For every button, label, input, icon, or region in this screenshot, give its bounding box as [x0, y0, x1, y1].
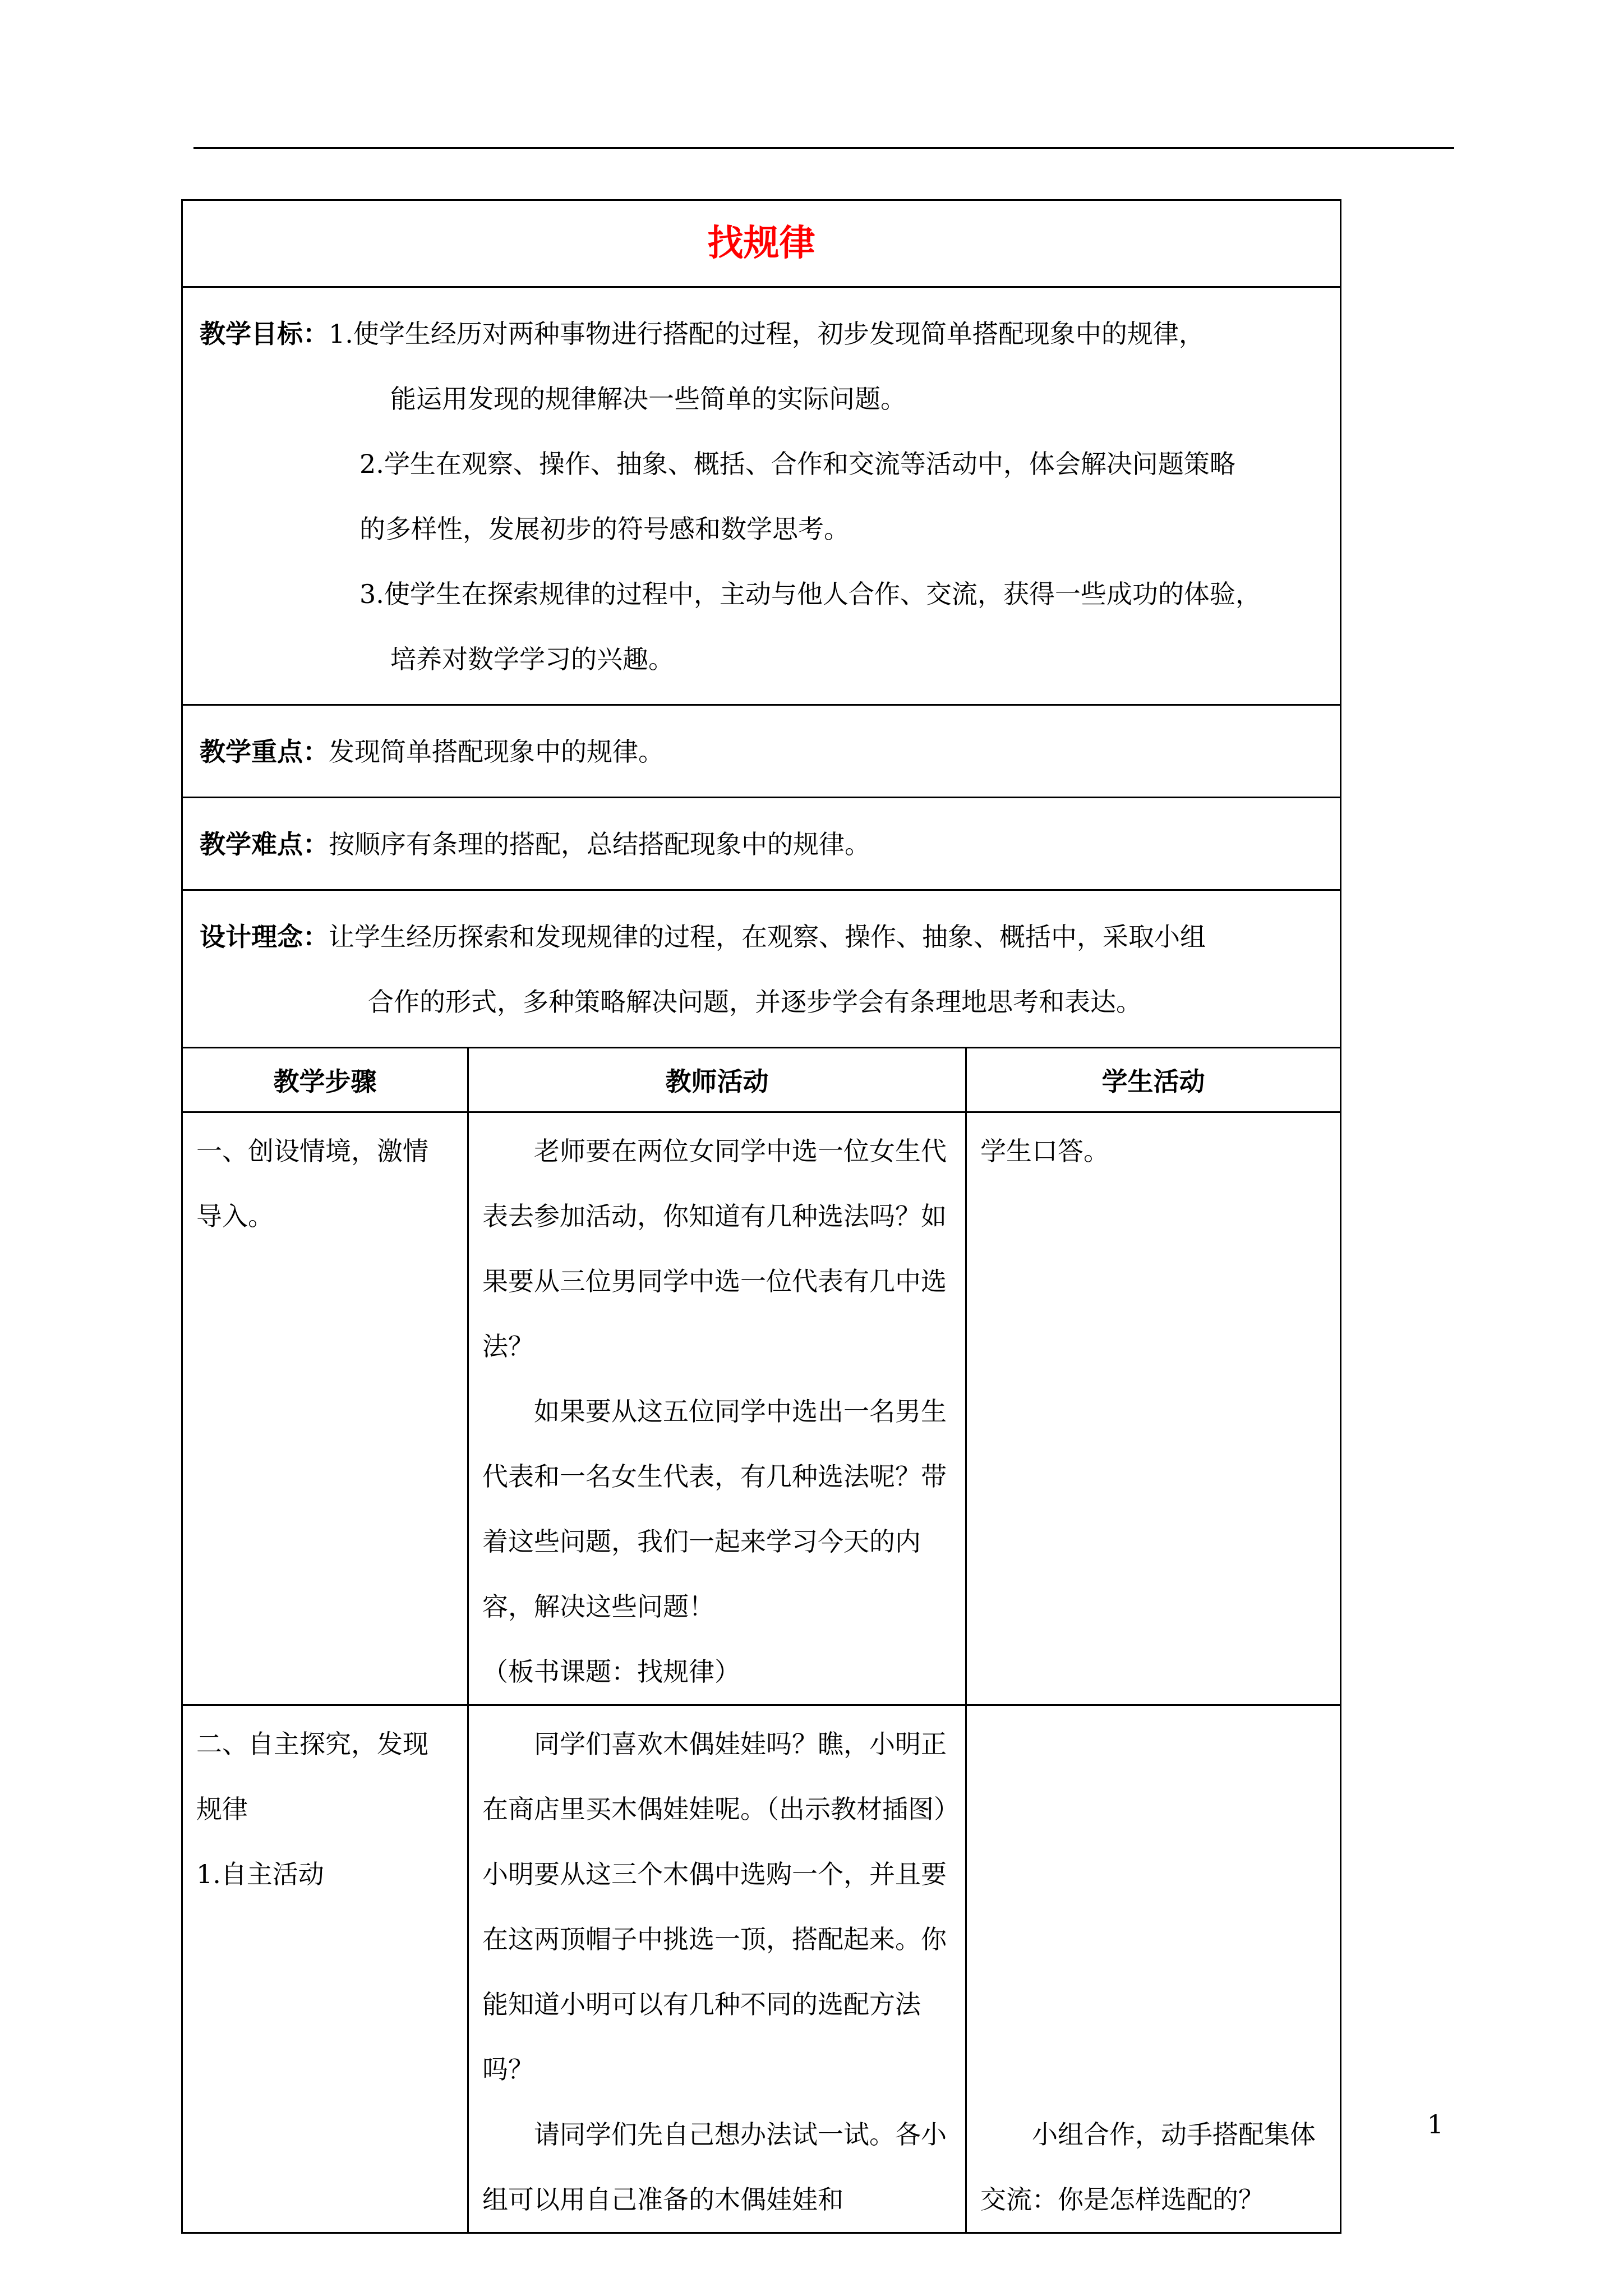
difficulty-text: 按顺序有条理的搭配，总结搭配现象中的规律。 — [329, 829, 870, 859]
row-1-teacher-note: （板书课题：找规律） — [482, 1657, 740, 1687]
page-number: 1 — [1427, 2109, 1444, 2139]
row-2-step — [182, 1705, 468, 2233]
objective-1-first: 1.使学生经历对两种事物进行搭配的过程，初步发现简单搭配现象中的规律， — [329, 319, 1205, 349]
title-cell — [182, 200, 1341, 287]
design-rest: 合作的形式，多种策略解决问题，并逐步学会有条理地思考和表达。 — [368, 987, 1142, 1017]
row-1-step — [182, 1112, 468, 1705]
row-2-teacher — [468, 1705, 966, 2233]
column-header-student: 学生活动 — [966, 1048, 1341, 1112]
row-1-teacher-p2: 如果要从这五位同学中选出一名男生代表和一名女生代表，有几种选法呢？带着这些问题，我们一起来学习今天的内容，解决这些问题！ — [482, 1396, 947, 1622]
row-2-teacher-p2: 请同学们先自己想办法试一试。各小组可以用自己准备的木偶娃娃和 — [482, 2119, 947, 2215]
row-1-teacher-p1: 老师要在两位女同学中选一位女生代表去参加活动，你知道有几种选法吗？如果要从三位男同学中选一位代表有几中选法？ — [482, 1136, 947, 1361]
key-point-label: 教学重点： — [200, 737, 329, 767]
row-1-student-text: 学生口答。 — [980, 1136, 1109, 1166]
lesson-title: 找规律 — [707, 222, 815, 264]
design-first: 让学生经历探索和发现规律的过程，在观察、操作、抽象、概括中，采取小组 — [329, 922, 1206, 952]
objective-2-rest: 的多样性，发展初步的符号感和数学思考。 — [359, 514, 850, 544]
lesson-plan-table — [181, 199, 1341, 2234]
row-2-step-sub: 1.自主活动 — [196, 1859, 324, 1889]
objective-3-rest: 培养对数学学习的兴趣。 — [390, 644, 674, 674]
row-1-teacher — [468, 1112, 966, 1705]
row-2-student — [966, 1705, 1341, 2233]
row-2-teacher-p1: 同学们喜欢木偶娃娃吗？瞧，小明正在商店里买木偶娃娃呢。（出示教材插图）小明要从这三个木偶中选购一个，并且要在这两顶帽子中挑选一顶，搭配起来。你能知道小明可以有几种不同的选配方法吗？ — [482, 1729, 947, 2085]
objectives-cell — [182, 287, 1341, 705]
objective-3-first: 3.使学生在探索规律的过程中，主动与他人合作、交流，获得一些成功的体验， — [359, 579, 1261, 609]
design-label: 设计理念： — [200, 922, 329, 952]
key-point-cell — [182, 705, 1341, 798]
row-1-step-text: 一、创设情境，激情导入。 — [196, 1136, 428, 1231]
objectives-label: 教学目标： — [200, 319, 329, 349]
row-1-student — [966, 1112, 1341, 1705]
row-2-step-text: 二、自主探究，发现规律 — [196, 1729, 428, 1824]
design-cell — [182, 890, 1341, 1048]
difficulty-cell — [182, 798, 1341, 890]
objective-1-rest: 能运用发现的规律解决一些简单的实际问题。 — [390, 384, 906, 414]
objective-2-first: 2.学生在观察、操作、抽象、概括、合作和交流等活动中，体会解决问题策略 — [359, 449, 1235, 479]
header-rule — [193, 147, 1454, 149]
row-2-student-text: 小组合作，动手搭配集体交流：你是怎样选配的？ — [980, 2119, 1316, 2215]
column-header-steps: 教学步骤 — [182, 1048, 468, 1112]
key-point-text: 发现简单搭配现象中的规律。 — [329, 737, 664, 767]
difficulty-label: 教学难点： — [200, 829, 329, 859]
column-header-teacher: 教师活动 — [468, 1048, 966, 1112]
